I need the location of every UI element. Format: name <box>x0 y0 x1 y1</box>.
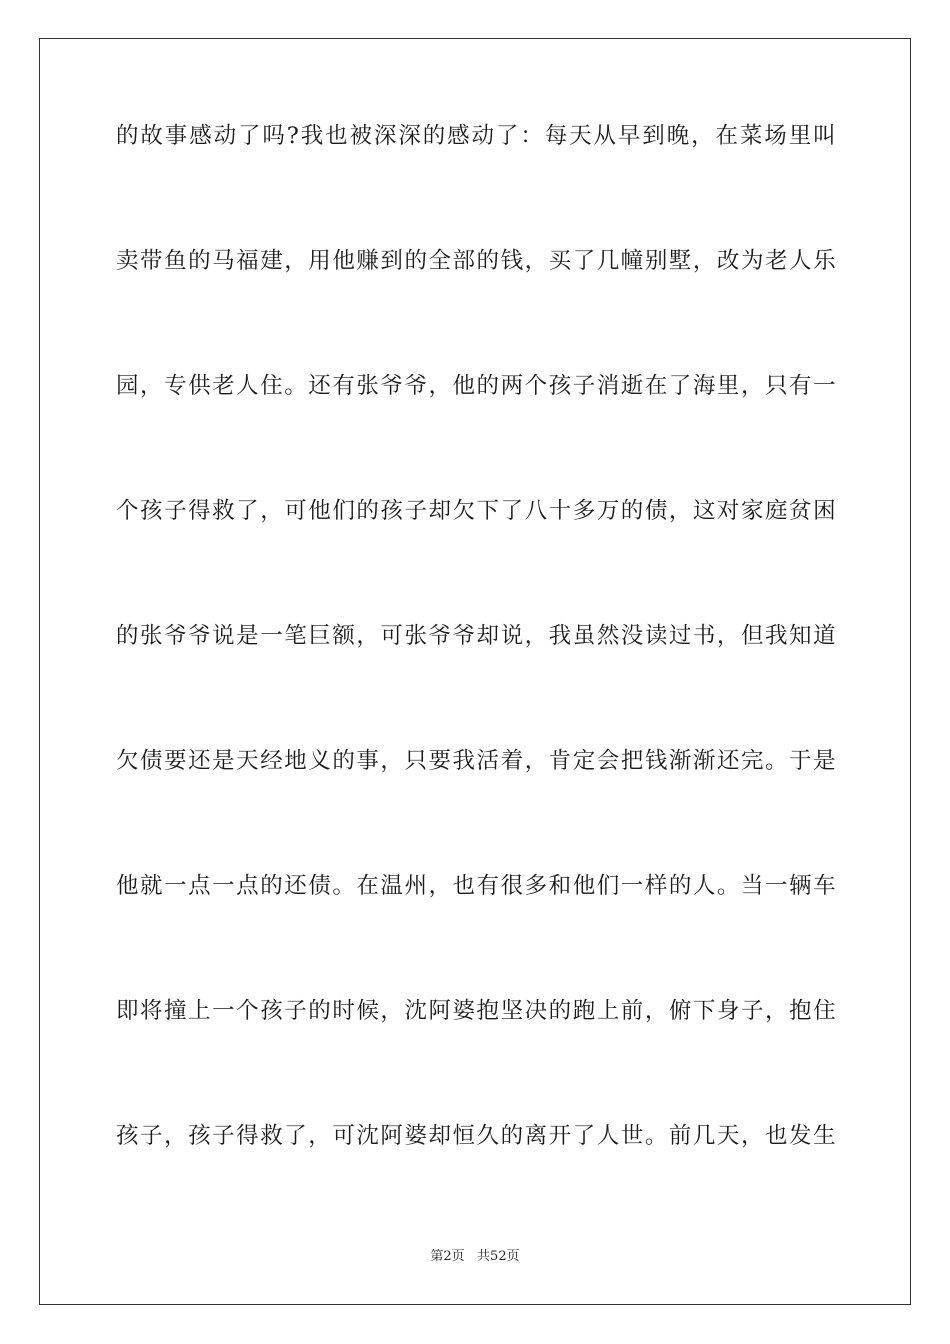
text-line-3: 园，专供老人住。还有张爷爷，他的两个孩子消逝在了海里，只有一 <box>116 373 836 399</box>
text-line-4: 个孩子得救了，可他们的孩子却欠下了八十多万的债，这对家庭贫困 <box>116 498 836 524</box>
text-line-1: 的故事感动了吗?我也被深深的感动了：每天从早到晚，在菜场里叫 <box>116 123 836 149</box>
text-line-7: 他就一点一点的还债。在温州，也有很多和他们一样的人。当一辆车 <box>116 873 836 899</box>
document-body <box>116 122 836 1247</box>
text-line-9: 孩子，孩子得救了，可沈阿婆却恒久的离开了人世。前几天，也发生 <box>116 1123 836 1149</box>
text-line-5: 的张爷爷说是一笔巨额，可张爷爷却说，我虽然没读过书，但我知道 <box>116 623 836 649</box>
text-line-6: 欠债要还是天经地义的事，只要我活着，肯定会把钱渐渐还完。于是 <box>116 748 836 774</box>
text-line-2: 卖带鱼的马福建，用他赚到的全部的钱，买了几幢别墅，改为老人乐 <box>116 248 836 274</box>
text-line-8: 即将撞上一个孩子的时候，沈阿婆抱坚决的跑上前，俯下身子，抱住 <box>116 998 836 1024</box>
page-number-footer: 第2页 共52页 <box>430 1249 520 1264</box>
